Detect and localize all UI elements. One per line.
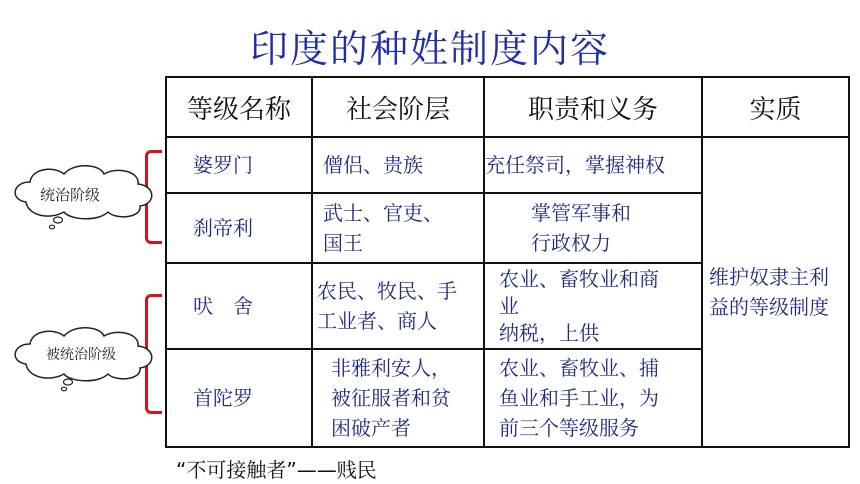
caste-table: [165, 76, 850, 448]
duty-cell: [484, 349, 702, 447]
rank-shudra: 首陀罗: [166, 349, 312, 447]
duty-line: 充任祭司，掌握神权: [485, 153, 665, 177]
duty-cell: [484, 193, 702, 263]
class-line: 困破产者: [331, 416, 411, 440]
header-duty: 职责和义务: [484, 77, 702, 137]
duty-line: 行政权力: [531, 231, 611, 255]
header-class: 社会阶层: [312, 77, 484, 137]
header-rank: 等级名称: [166, 77, 312, 137]
rank-kshatriya: 刹帝利: [166, 193, 312, 263]
class-line: 非雅利安人，: [331, 356, 451, 380]
duty-line: 前三个等级服务: [499, 416, 639, 440]
rank-brahmin: 婆罗门: [166, 137, 312, 193]
duty-line: 掌管军事和: [531, 201, 631, 225]
page-title: 印度的种姓制度内容: [249, 27, 610, 71]
class-line: 农民、牧民、手: [317, 279, 457, 303]
table-header-row: [166, 77, 849, 137]
essence-line: 益的等级制度: [709, 295, 829, 319]
class-line: 被征服者和贫: [331, 386, 451, 410]
class-cell: [312, 349, 484, 447]
duty-cell: [484, 263, 702, 349]
class-cell: [312, 137, 484, 193]
cloud-label-ruled: 被统治阶级: [46, 347, 116, 363]
duty-line: 农业、畜牧业、捕: [499, 356, 659, 380]
cloud-label-ruling: 统治阶级: [40, 186, 101, 204]
header-essence: 实质: [702, 77, 849, 137]
class-cell: [312, 263, 484, 349]
duty-line: 纳税，上供: [499, 320, 599, 345]
essence-cell: [702, 137, 849, 447]
duty-cell: [484, 137, 702, 193]
duty-line: 农业、畜牧业和商: [499, 266, 659, 291]
class-line: 僧侣、贵族: [323, 153, 423, 177]
class-line: 工业者、商人: [317, 309, 437, 333]
duty-line: 鱼业和手工业，为: [499, 386, 659, 410]
rank-vaishya: 吠 舍: [166, 263, 312, 349]
class-line: 武士、官吏、: [323, 201, 443, 225]
class-line: 国王: [323, 231, 363, 255]
untouchables-note: “不可接触者”——贱民: [176, 458, 377, 482]
table-row: [166, 137, 849, 193]
class-cell: [312, 193, 484, 263]
duty-line: 业: [499, 293, 519, 318]
essence-line: 维护奴隶主利: [709, 265, 829, 289]
